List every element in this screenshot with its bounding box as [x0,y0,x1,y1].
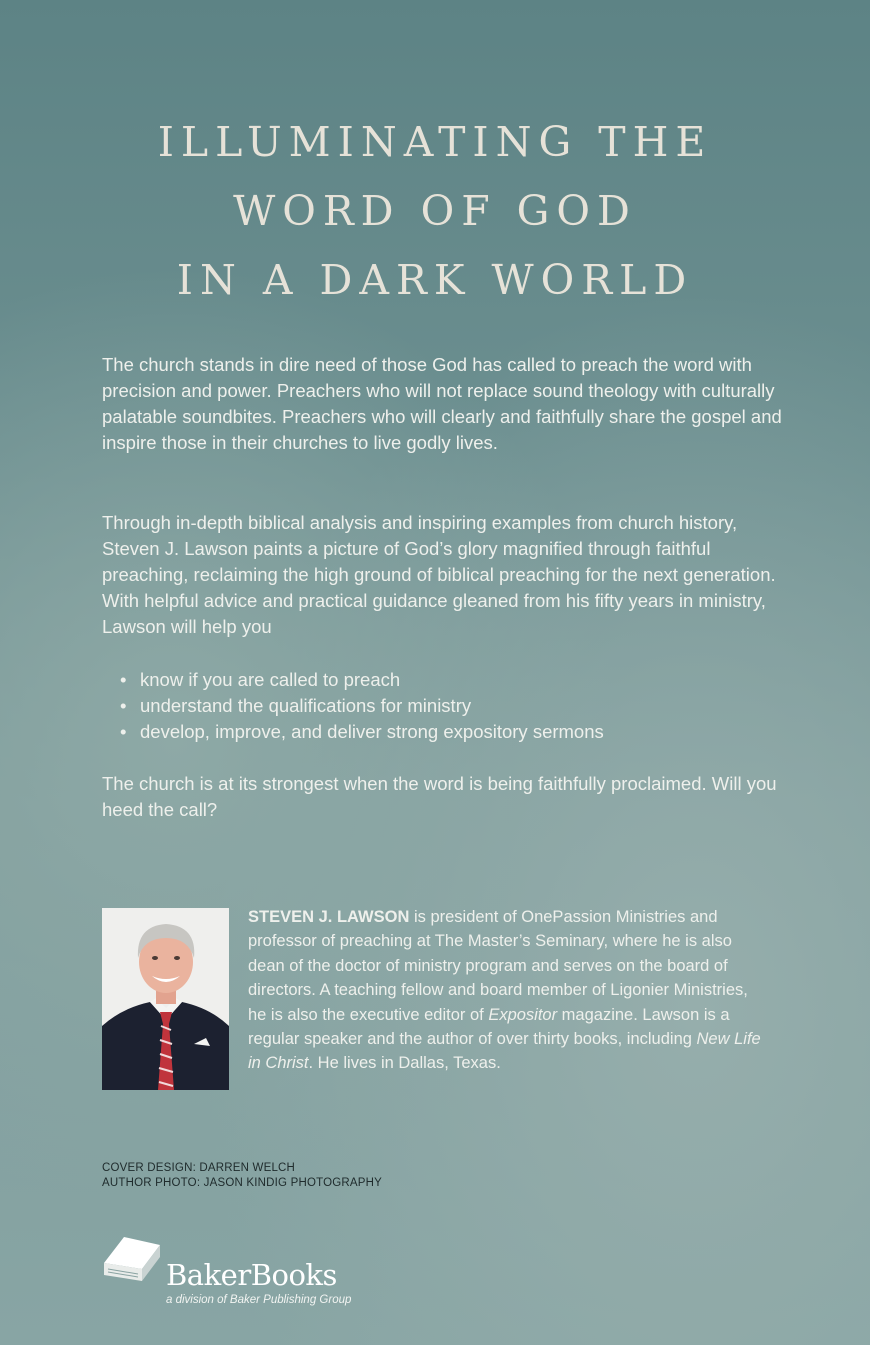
publisher-logo [102,1233,402,1313]
list-item [102,719,792,745]
publisher-name: BakerBooks [166,1258,337,1292]
author-photo-credit: AUTHOR PHOTO: JASON KINDIG PHOTOGRAPHY [102,1177,383,1189]
description-paragraph-1: The church stands in dire need of those God has called to preach the word with precision and power. Preachers who will not replace sound theology with culturally palatable soundbites. Preachers who will clearly and faithfully share the gospel and inspire those in their churches to live godly lives. [102,354,782,453]
headline-line-3: IN A DARK WORLD [176,256,694,304]
author-bio-text-3: . He lives in Dallas, Texas. [308,1054,501,1073]
author-portrait-icon [102,908,229,1090]
author-photo [102,908,229,1090]
author-bio-text-2: magazine. Lawson is a regular speaker and the author of over thirty books, including [248,1005,730,1049]
list-item [102,693,792,719]
author-bio [248,905,768,1076]
baker-books-logo-icon [102,1233,162,1283]
list-item-text: understand the qualifications for ministry [140,695,472,716]
bullet-icon: • [120,695,127,716]
bullet-icon: • [120,721,127,742]
magazine-title: Expositor [488,1005,558,1024]
description-paragraph-2: Through in-depth biblical analysis and inspiring examples from church history, Steven J. Lawson paints a picture of God’s glory magnified through faithful preaching, reclaiming the high ground of biblical preaching for the next generation. With helpful advice and practical guidance gleaned from his fifty years in ministry, Lawson will help you [102,512,776,637]
author-name: STEVEN J. LAWSON [248,908,410,926]
author-bio-text-1: is president of OnePassion Ministries and professor of preaching at The Master’s Seminary, where he is also dean of the doctor of ministry program and serves on the board of directors. A teaching fellow and board member of Ligonier Ministries, he is also the executive editor of [248,908,748,1024]
headline [0,108,870,315]
bullet-icon: • [120,669,127,690]
list-item [102,667,792,693]
book-title: New Life in Christ [248,1030,761,1073]
headline-line-1: ILLUMINATING THE [157,118,713,166]
cover-design-credit: COVER DESIGN: DARREN WELCH [102,1162,296,1174]
publisher-tagline: a division of Baker Publishing Group [166,1294,352,1306]
description-paragraph-3: The church is at its strongest when the word is being faithfully proclaimed. Will you heed the call? [102,773,777,820]
cover-credits [102,1161,382,1191]
benefits-list [102,667,792,745]
headline-line-2: WORD OF GOD [233,187,637,235]
list-item-text: know if you are called to preach [140,669,401,690]
list-item-text: develop, improve, and deliver strong expository sermons [140,721,604,742]
